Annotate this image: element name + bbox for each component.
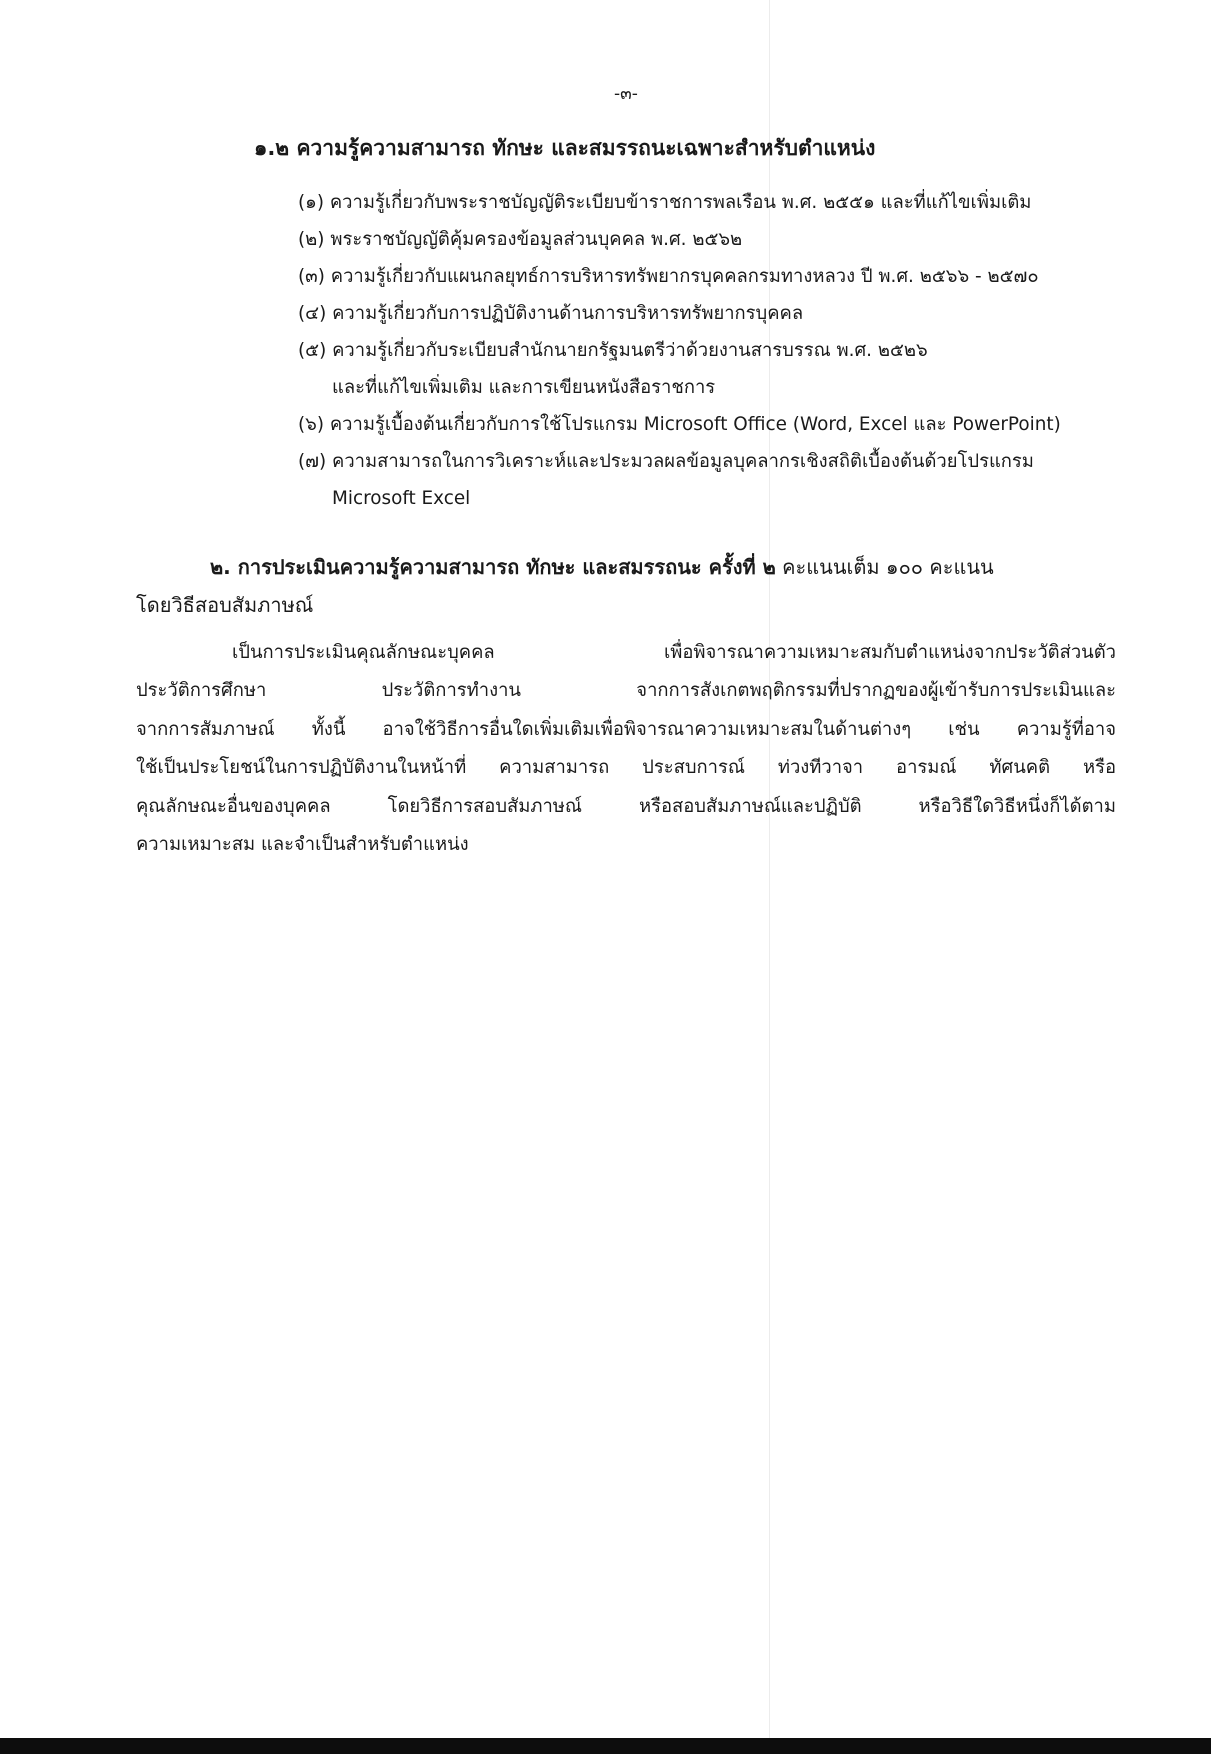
list-item: (๓) ความรู้เกี่ยวกับแผนกลยุทธ์การบริหารทรัพยากรบุคคลกรมทางหลวง ปี พ.ศ. ๒๕๖๖ - ๒๕๗๐ [298,266,1039,287]
paragraph-line: ใช้เป็นประโยชน์ในการปฏิบัติงานในหน้าที่ ความสามารถ ประสบการณ์ ท่วงทีวาจา อารมณ์ ทัศนคติ หรือ [136,757,1116,779]
paragraph-line: ความเหมาะสม และจำเป็นสำหรับตำแหน่ง [136,834,469,856]
paragraph-line: คุณลักษณะอื่นของบุคคล โดยวิธีการสอบสัมภาษณ์ หรือสอบสัมภาษณ์และปฏิบัติ หรือวิธีใดวิธีหนึ่งก็ได้ตาม [136,795,1116,817]
section-2-paragraph [136,634,1116,864]
section-2-heading-method: โดยวิธีสอบสัมภาษณ์ [136,593,314,617]
section-2-heading-score: คะแนนเต็ม ๑๐๐ คะแนน [775,555,994,579]
list-item-continuation: Microsoft Excel [332,488,471,509]
section-2-heading [136,548,1116,624]
list-item: (๑) ความรู้เกี่ยวกับพระราชบัญญัติระเบียบข้าราชการพลเรือน พ.ศ. ๒๕๕๑ และที่แก้ไขเพิ่มเติม [298,192,1032,213]
list-item: (๒) พระราชบัญญัติคุ้มครองข้อมูลส่วนบุคคล พ.ศ. ๒๕๖๒ [298,229,743,250]
paragraph-line: ประวัติการศึกษา ประวัติการทำงาน จากการสังเกตพฤติกรรมที่ปรากฏของผู้เข้ารับการประเมินและ [136,680,1116,702]
section-2-heading-bold: ๒. การประเมินความรู้ความสามารถ ทักษะ และสมรรถนะ ครั้งที่ ๒ [210,555,776,579]
page-number: -๓- [614,84,638,104]
paragraph-line: จากการสัมภาษณ์ ทั้งนี้ อาจใช้วิธีการอื่นใดเพิ่มเติมเพื่อพิจารณาความเหมาะสมในด้านต่างๆ เช่น ความรู้ที่อาจ [136,718,1116,740]
paragraph-line: เป็นการประเมินคุณลักษณะบุคคล เพื่อพิจารณาความเหมาะสมกับตำแหน่งจากประวัติส่วนตัว [232,642,1116,663]
section-1-2-item-list [298,184,1061,517]
list-item-continuation: และที่แก้ไขเพิ่มเติม และการเขียนหนังสือราชการ [332,377,716,398]
list-item: (๔) ความรู้เกี่ยวกับการปฏิบัติงานด้านการบริหารทรัพยากรบุคคล [298,303,804,324]
list-item: (๗) ความสามารถในการวิเคราะห์และประมวลผลข้อมูลบุคลากรเชิงสถิติเบื้องต้นด้วยโปรแกรม [298,451,1034,472]
list-item: (๖) ความรู้เบื้องต้นเกี่ยวกับการใช้โปรแกรม Microsoft Office (Word, Excel และ PowerPoint) [298,414,1061,435]
section-1-2-heading: ๑.๒ ความรู้ความสามารถ ทักษะ และสมรรถนะเฉพาะสำหรับตำแหน่ง [254,136,876,160]
section-2-heading-line [136,548,1116,586]
scan-bottom-border [0,1738,1211,1754]
list-item: (๕) ความรู้เกี่ยวกับระเบียบสำนักนายกรัฐมนตรีว่าด้วยงานสารบรรณ พ.ศ. ๒๕๒๖ [298,340,928,361]
